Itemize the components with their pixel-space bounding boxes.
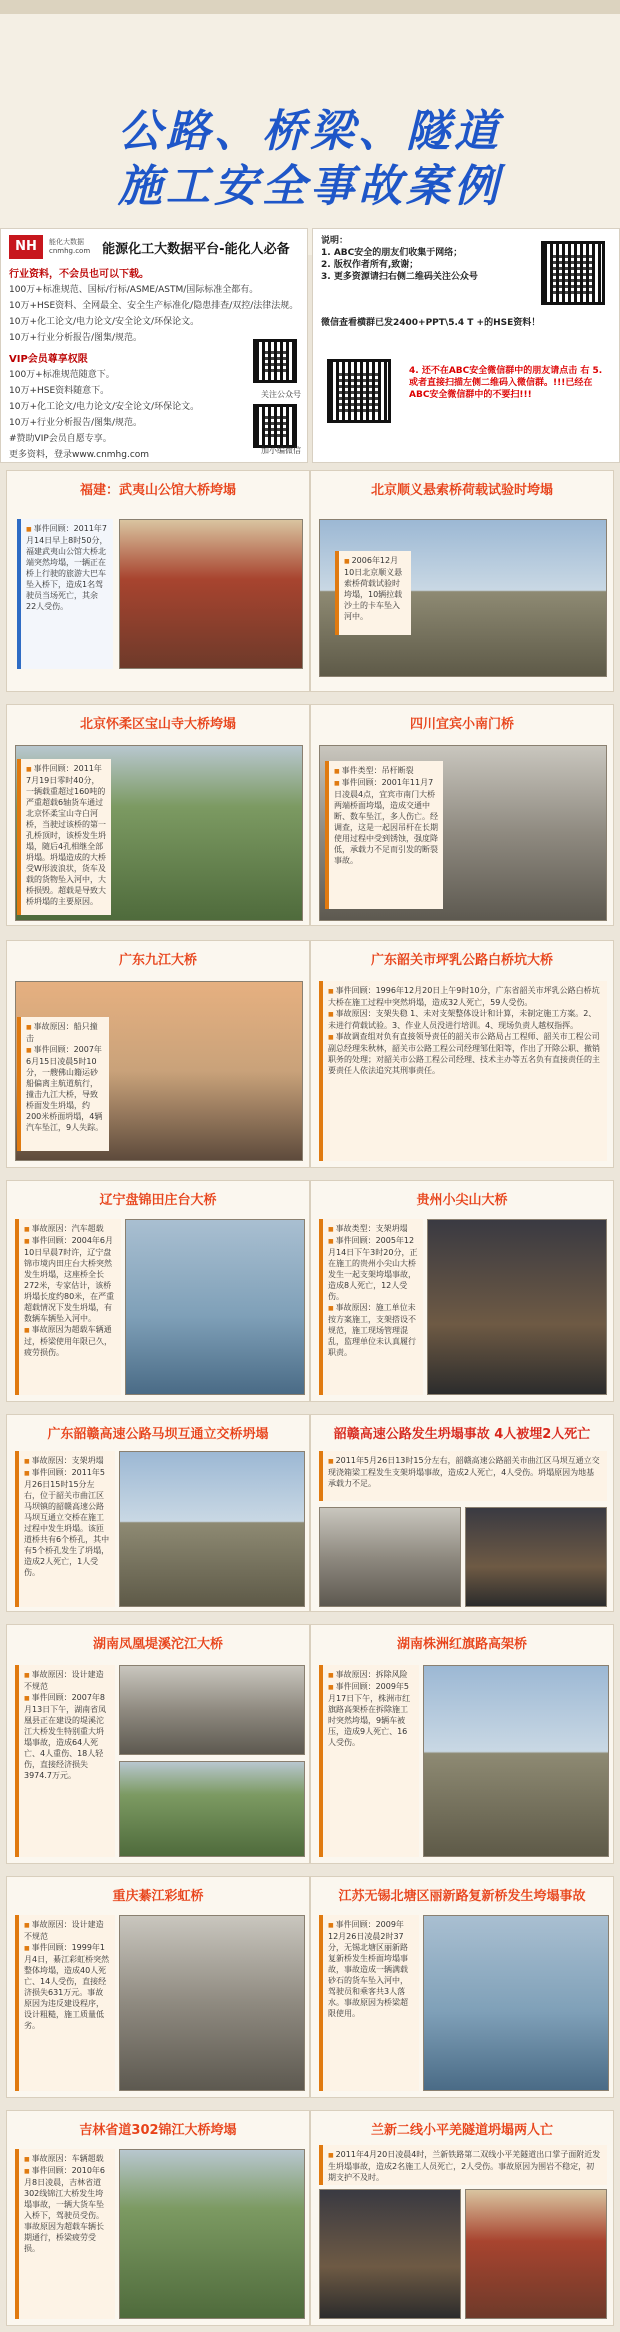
slide-text	[17, 519, 113, 669]
slide-line: ■ 事件回顾：2007年8月13日下午，湖南省凤凰县正在建设的堤溪沱江大桥发生特别重大坍塌事故，造成64人死亡、4人重伤、18人轻伤，直接经济损失3974.7万元。	[24, 1692, 110, 1781]
industry-header: 行业资料，不会员也可以下载。	[9, 269, 149, 280]
ad-footer-1: #赞助VIP会员自愿专享。	[9, 434, 112, 444]
slide-text	[319, 1915, 419, 2091]
slide-line: ■ 事故原因：车辆超载	[24, 2153, 110, 2165]
slide-case-13	[6, 1876, 310, 2098]
slide-case-10	[310, 1414, 614, 1612]
slide-case-14	[310, 1876, 614, 2098]
slide-line: ■ 事故原因：支架坍塌	[24, 1455, 110, 1467]
ad-note: 1. ABC安全的朋友们收集于网络；	[321, 248, 463, 258]
slide-line: ■ 事件类型：吊杆断裂	[334, 765, 438, 777]
cover-band	[0, 0, 620, 14]
slide-text	[15, 1665, 115, 1857]
slide-case-6	[310, 940, 614, 1168]
slide-line: ■ 事件回顾：2001年11月7日凌晨4点，宜宾市南门大桥两端桥面垮塌，造成交通中断、数车坠江，多人伤亡。经调查，这是一起因吊杆在长期使用过程中受到锈蚀，强度降低，承载力不足而引发的断裂事故。	[334, 777, 438, 866]
slide-title: 广东韶赣高速公路马坝互通立交桥坍塌	[47, 1427, 269, 1442]
slide-line: ■ 事故类型：支架坍塌	[328, 1223, 418, 1235]
slide-line: ■ 事件回顾：2004年6月10日早晨7时许，辽宁盘锦市境内田庄台大桥突然发生坍塌，这座桥全长272米，专家估计，该桥坍塌长度约80米，在严重超载情况下发生坍塌，有数辆车辆坠入河中。	[24, 1235, 116, 1324]
slide-title: 吉林省道302锦江大桥垮塌	[79, 2123, 237, 2138]
slide-line: ■ 事故原因：汽车超载	[24, 1223, 116, 1235]
accident-photo	[427, 1219, 607, 1395]
cover-title-line1: 公路、桥梁、隧道	[118, 106, 502, 157]
slide-line: ■ 事故原因为超载车辆通过，桥梁使用年限已久，疲劳损伤。	[24, 1324, 116, 1358]
slide-title: 广东韶关市坪乳公路白桥坑大桥	[370, 953, 553, 968]
accident-photo	[465, 2189, 607, 2319]
ad-footer-2[interactable]: 更多资料，登录www.cnmhg.com	[9, 450, 150, 460]
ad-panel-right	[312, 228, 620, 463]
slide-line: ■ 事故原因：施工单位未按方案施工，支架搭设不规范，施工现场管理混乱，监理单位未认真履行职责。	[328, 1302, 418, 1358]
accident-photo	[423, 1665, 609, 1857]
logo-text-2: cnmhg.com	[49, 247, 91, 255]
cover-title-line2: 施工安全事故案例	[118, 161, 502, 212]
slide-text	[325, 761, 443, 909]
slide-text	[319, 981, 607, 1161]
slide-line: ■ 事故原因：拆除风险	[328, 1669, 414, 1681]
accident-photo	[465, 1507, 607, 1607]
slide-case-8	[310, 1180, 614, 1402]
slide-title: 四川宜宾小南门桥	[409, 717, 514, 732]
slide-line: ■ 事故原因：设计建造不规范	[24, 1669, 110, 1692]
vip-line: 10万+行业分析报告/图集/规范。	[9, 418, 143, 428]
accident-photo	[119, 1761, 305, 1857]
slide-line: ■ 事件回顾：1999年1月4日，綦江彩虹桥突然整体垮塌，造成40人死亡、14人受伤，直接经济损失631万元。事故原因为违反建设程序，设计粗糙，施工质量低劣。	[24, 1942, 110, 2031]
slide-case-11	[6, 1624, 310, 1864]
slide-case-7	[6, 1180, 310, 1402]
slide-text	[15, 2149, 115, 2319]
accident-photo	[119, 2149, 305, 2319]
ad-note: 2. 版权作者所有,致谢；	[321, 260, 419, 270]
logo-text	[49, 238, 90, 256]
slide-line: ■ 2011年5月26日13时15分左右，韶赣高速公路韶关市曲江区马坝互通立交现浇箱梁工程发生支架坍塌事故，造成2人死亡，4人受伤。坍塌原因为地基承载力不足。	[328, 1455, 602, 1489]
slide-text	[15, 1219, 121, 1395]
slide-line: ■ 事件回顾：2010年6月8日凌晨，吉林省道302线锦江大桥发生垮塌事故，一辆大货车坠入桥下，驾驶员受伤。事故原因为超载车辆长期通行，桥梁疲劳受损。	[24, 2165, 110, 2254]
ad-red-text: 4. 还不在ABC安全微信群中的朋友请点击 右 5. 或者直接扫描左侧二维码入微信群。!!!已经在ABC安全微信群中的不要扫!!!	[409, 366, 603, 400]
slide-title: 福建：武夷山公馆大桥垮塌	[79, 483, 236, 498]
ad-logo	[9, 235, 299, 259]
slide-line: ■ 事件回顾：2007年6月15日凌晨5时10分，一艘佛山籍运砂船偏离主航道航行，撞击九江大桥，导致桥面发生坍塌，约200米桥面坍塌，4辆汽车坠江，9人失踪。	[26, 1044, 104, 1133]
slide-title: 重庆綦江彩虹桥	[112, 1889, 204, 1904]
accident-photo	[319, 1507, 461, 1607]
slide-text	[15, 1915, 115, 2091]
ad-panel-left	[0, 228, 308, 463]
slide-line: ■ 事件回顾：2009年5月17日下午，株洲市红旗路高架桥在拆除施工时突然垮塌，9辆车被压，造成9人死亡、16人受伤。	[328, 1681, 414, 1748]
slide-line: ■ 事件回顾：1996年12月20日上午9时10分，广东省韶关市坪乳公路白桥坑大桥在施工过程中突然坍塌，造成32人死亡，59人受伤。	[328, 985, 602, 1008]
qr-code-icon	[253, 404, 297, 448]
slide-case-3	[6, 704, 310, 926]
slide-case-12	[310, 1624, 614, 1864]
slide-line: ■ 事故原因：支架失稳 1、未对支架整体设计和计算，未制定施工方案。2、未进行荷载试验。3、作业人员没进行培训。4、现场负责人越权指挥。	[328, 1008, 602, 1031]
slide-title: 湖南凤凰堤溪沱江大桥	[92, 1637, 223, 1652]
qr-caption: 关注公众号	[261, 390, 301, 399]
slide-line: ■ 2011年4月20日凌晨4时，兰新铁路第二双线小平羌隧道出口掌子面附近发生坍塌事故，造成2名施工人员死亡，2人受伤。事故原因为围岩不稳定，初期支护不及时。	[328, 2149, 602, 2183]
slide-line: ■ 事件回顾：2009年12月26日凌晨2时37分，无锡北塘区丽新路复新桥发生桥面垮塌事故，事故造成一辆满载砂石的货车坠入河中，驾驶员和乘客共3人落水。事故原因为桥梁超限使用。	[328, 1919, 414, 2019]
slide-text	[319, 2145, 607, 2185]
accident-photo	[119, 1915, 305, 2091]
slide-line: ■ 事件回顾：2011年7月19日零时40分，一辆载重超过160吨的严重超载6轴货车通过北京怀柔宝山寺白河桥，当驶过该桥的第一孔桥顶时，该桥发生坍塌，随后4孔相继全部坍塌。坍塌造成的大桥受W形波浪状，货车及载的货物坠入河中，大桥损毁。超载是导致大桥坍塌的主要原因。	[26, 763, 106, 907]
slide-title: 辽宁盘锦田庄台大桥	[99, 1193, 217, 1208]
slide-text	[335, 551, 411, 635]
slide-line: ■ 事故原因：设计建造不规范	[24, 1919, 110, 1942]
slide-title: 兰新二线小平羌隧道坍塌两人亡	[370, 2123, 553, 2138]
ad-note-label: 说明：	[321, 236, 349, 246]
slide-title: 北京怀柔区宝山寺大桥垮塌	[79, 717, 236, 732]
slide-text	[17, 1017, 109, 1151]
slide-text	[319, 1219, 423, 1395]
logo-text-1: 能化大数据	[49, 238, 84, 246]
slide-title: 湖南株洲红旗路高架桥	[396, 1637, 527, 1652]
qr-caption-2: 加小编微信	[261, 446, 301, 455]
qr-code-icon	[541, 241, 605, 305]
slide-line: ■ 事件回顾：2011年7月14日早上8时50分，福建武夷山公馆大桥北端突然垮塌，一辆正在桥上行驶的旅游大巴车坠入桥下，造成1名驾驶员当场死亡，其余22人受伤。	[26, 523, 108, 612]
industry-line: 10万+化工论文/电力论文/安全论文/环保论文。	[9, 317, 200, 327]
slide-line: ■ 事件回顾：2005年12月14日下午3时20分，正在施工的贵州小尖山大桥发生一起支架垮塌事故，造成8人死亡，12人受伤。	[328, 1235, 418, 1302]
accident-photo	[125, 1219, 305, 1395]
slide-text	[15, 1451, 115, 1607]
slide-title: 北京顺义悬索桥荷载试验时垮塌	[370, 483, 553, 498]
ad-brand: 能源化工大数据平台-能化人必备	[102, 241, 290, 257]
slide-title: 韶赣高速公路发生坍塌事故 4人被埋2人死亡	[333, 1427, 591, 1442]
accident-photo	[119, 1451, 305, 1607]
vip-line: 10万+HSE资料随意下。	[9, 386, 110, 396]
slide-line: ■ 事故调查组对负有直接领导责任的韶关市公路局占工程师、韶关市工程公司副总经理朱秋林，韶关市公路工程公司经理邹仕阳等，作出了开除公职、撤销职务的处理；对韶关市公路工程公司经理、技术主办等五名负有直接责任的主要责任人依法追究其刑事责任。	[328, 1031, 602, 1076]
slide-case-4	[310, 704, 614, 926]
ad-note: 3. 更多资源请扫右侧二维码关注公众号	[321, 272, 478, 282]
slide-line: ■ 事件回顾：2011年5月26日15时15分左右，位于韶关市曲江区马坝镇的韶赣高速公路马坝互通立交桥在施工过程中发生坍塌。该匝道桥共有6个桥孔，其中有5个桥孔发生了坍塌，造成2人死亡，1人受伤。	[24, 1467, 110, 1578]
slide-title: 江苏无锡北塘区丽新路复新桥发生垮塌事故	[338, 1889, 586, 1904]
slide-text	[319, 1451, 607, 1501]
slide-case-15	[6, 2110, 310, 2326]
accident-photo	[119, 1665, 305, 1755]
industry-line: 100万+标准规范、国标/行标/ASME/ASTM/国际标准全都有。	[9, 285, 259, 295]
slide-case-9	[6, 1414, 310, 1612]
slide-case-1	[6, 470, 310, 692]
slide-title: 广东九江大桥	[118, 953, 197, 968]
slide-text	[17, 759, 111, 915]
slide-case-16	[310, 2110, 614, 2326]
slide-line: ■ 2006年12月10日北京顺义悬索桥荷载试验时垮塌，10辆拉载沙土的卡车坠入河中。	[344, 555, 406, 622]
logo-mark: NH	[9, 235, 43, 259]
industry-line: 10万+行业分析报告/图集/规范。	[9, 333, 143, 343]
industry-line: 10万+HSE资料、全网最全、安全生产标准化/隐患排查/双控/法律法规。	[9, 301, 299, 311]
slide-case-5	[6, 940, 310, 1168]
accident-photo	[119, 519, 303, 669]
qr-code-icon	[253, 339, 297, 383]
slide-text	[319, 1665, 419, 1857]
cover-slide	[0, 0, 620, 255]
vip-line: 100万+标准规范随意下。	[9, 370, 115, 380]
slide-title: 贵州小尖山大桥	[416, 1193, 508, 1208]
accident-photo	[423, 1915, 609, 2091]
accident-photo	[319, 2189, 461, 2319]
slide-line: ■ 事故原因：船只撞击	[26, 1021, 104, 1044]
vip-line: 10万+化工论文/电力论文/安全论文/环保论文。	[9, 402, 200, 412]
slide-case-2	[310, 470, 614, 692]
ad-promo: 微信查看横群已发2400+PPT\5.4 T +的HSE资料！	[321, 318, 541, 328]
vip-header: VIP会员尊享权限	[9, 354, 88, 365]
qr-code-icon	[327, 359, 391, 423]
